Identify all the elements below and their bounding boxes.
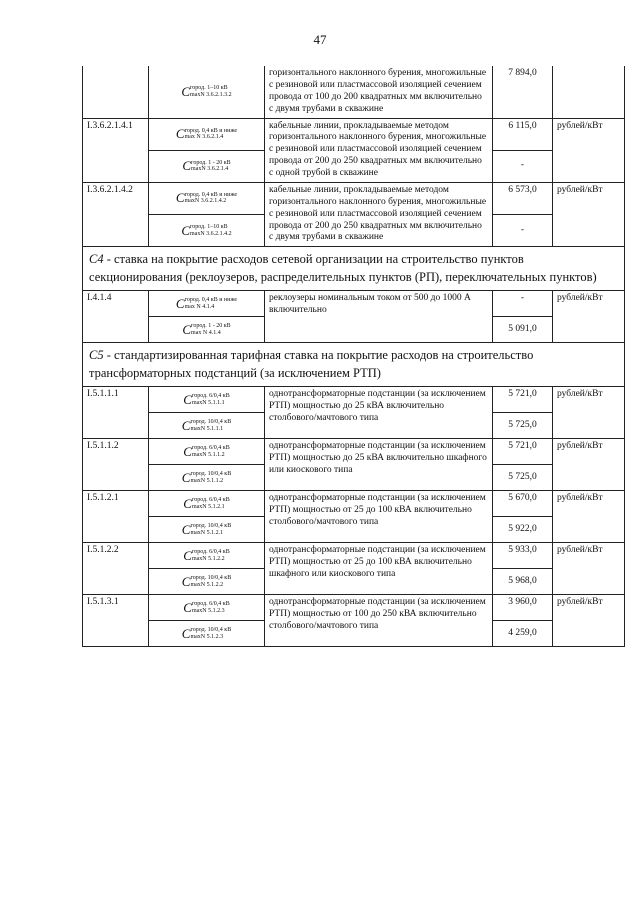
symbol-letter: C xyxy=(181,417,191,433)
symbol-cell xyxy=(149,291,265,317)
symbol-subscript: max N 4.1.4 xyxy=(184,303,215,310)
rate-value: 7 894,0 xyxy=(493,66,553,118)
symbol-superscript: город. 10/0,4 кВ xyxy=(190,471,232,478)
rate-value: 5 725,0 xyxy=(493,413,553,439)
symbol-subscript: maxN 3.6.2.1.4.2 xyxy=(190,230,232,237)
symbol-letter: C xyxy=(183,547,192,563)
rate-value: 5 968,0 xyxy=(493,569,553,595)
symbol-letter: C xyxy=(183,391,192,407)
symbol-superscript: город. 1 - 20 кВ xyxy=(191,323,231,330)
rate-unit: рублей/кВт xyxy=(553,387,625,439)
symbol-cell xyxy=(149,465,265,491)
rate-value: 3 960,0 xyxy=(493,595,553,621)
symbol-subscript: maxN 5.1.1.2 xyxy=(191,451,225,458)
row-description: горизонтального наклонного бурения, многожильные с резиновой или пластмассовой изоляцией сечением провода от 100 до 200 квадратных мм включительно с двумя трубами в скважине xyxy=(265,66,493,118)
symbol-cell xyxy=(149,118,265,150)
symbol-letter: C xyxy=(181,625,191,641)
symbol-superscript: город. 1–10 кВ xyxy=(190,224,228,231)
row-description: однотрансформаторные подстанции (за исключением РТП) мощностью до 25 кВА включительно шкафного или киоскового типа xyxy=(265,439,493,491)
tariff-symbol xyxy=(176,296,237,312)
row-code: I.5.1.3.1 xyxy=(83,595,149,647)
rate-unit: рублей/кВт xyxy=(553,491,625,543)
symbol-cell xyxy=(149,621,265,647)
symbol-subscript: max N 3.6.2.1.4 xyxy=(184,134,224,141)
tariff-symbol xyxy=(182,626,231,642)
table-row xyxy=(83,491,625,517)
rate-unit: рублей/кВт xyxy=(553,118,625,182)
symbol-superscript: город. 1 - 20 кВ xyxy=(191,159,231,166)
section-rate-symbol: С5 xyxy=(89,348,104,363)
row-code: I.5.1.2.2 xyxy=(83,543,149,595)
rate-value: 5 721,0 xyxy=(493,387,553,413)
symbol-subscript: maxN 5.1.1.1 xyxy=(190,425,224,432)
symbol-letter: C xyxy=(175,190,185,206)
table-row xyxy=(83,66,625,118)
section-header-row xyxy=(83,343,625,387)
symbol-superscript: город. 0,4 кВ и ниже xyxy=(184,192,238,199)
symbol-cell xyxy=(149,182,265,214)
row-code: I.3.6.2.1.4.2 xyxy=(83,182,149,246)
symbol-scripts xyxy=(192,601,230,614)
symbol-letter: C xyxy=(181,573,191,589)
rate-unit: рублей/кВт xyxy=(553,182,625,246)
symbol-cell xyxy=(149,517,265,543)
rate-value: 5 670,0 xyxy=(493,491,553,517)
rate-value: 6 115,0 xyxy=(493,118,553,150)
table-row xyxy=(83,543,625,569)
rate-value: 6 573,0 xyxy=(493,182,553,214)
symbol-subscript: maxN 3.6.2.1.4 xyxy=(191,166,229,173)
symbol-letter: C xyxy=(181,469,191,485)
symbol-letter: C xyxy=(181,222,190,238)
rate-unit: рублей/кВт xyxy=(553,595,625,647)
rate-value: - xyxy=(493,215,553,247)
rate-value: - xyxy=(493,291,553,317)
symbol-subscript: max N 4.1.4 xyxy=(191,329,221,336)
symbol-subscript: maxN 5.1.1.2 xyxy=(190,477,224,484)
symbol-scripts xyxy=(191,323,231,336)
row-description: однотрансформаторные подстанции (за исключением РТП) мощностью до 25 кВА включительно столбового/мачтового типа xyxy=(265,387,493,439)
tariff-symbol xyxy=(183,548,229,564)
table-row xyxy=(83,439,625,465)
row-description: кабельные линии, прокладываемые методом горизонтального наклонного бурения, многожильные с резиновой или пластмассовой изоляцией сечением провода от 200 до 250 квадратных мм включительно с двумя трубами в скважине xyxy=(265,182,493,246)
row-description: кабельные линии, прокладываемые методом горизонтального наклонного бурения, многожильные с резиновой или пластмассовой изоляцией сечением провода от 200 до 250 квадратных мм включительно с одной трубой в скважине xyxy=(265,118,493,182)
symbol-superscript: город. 6/0,4 кВ xyxy=(191,497,230,504)
table-row xyxy=(83,118,625,150)
tariff-symbol xyxy=(183,496,229,512)
section-rate-symbol: С4 xyxy=(89,252,104,267)
row-description: однотрансформаторные подстанции (за исключением РТП) мощностью от 25 до 100 кВА включительно шкафного или киоскового типа xyxy=(265,543,493,595)
symbol-cell xyxy=(149,150,265,182)
symbol-scripts xyxy=(185,297,237,310)
rate-value: 5 922,0 xyxy=(493,517,553,543)
symbol-superscript: город. 10/0,4 кВ xyxy=(190,575,232,582)
symbol-scripts xyxy=(192,549,230,562)
tariff-symbol xyxy=(182,574,231,590)
tariff-symbol xyxy=(181,84,231,100)
row-code: I.5.1.1.2 xyxy=(83,439,149,491)
symbol-letter: C xyxy=(183,443,192,459)
symbol-superscript: город. 6/0,4 кВ xyxy=(191,601,230,608)
rate-value: 5 091,0 xyxy=(493,317,553,343)
row-description: реклоузеры номинальным током от 500 до 1000 А включительно xyxy=(265,291,493,343)
row-code: I.5.1.1.1 xyxy=(83,387,149,439)
rate-value: 4 259,0 xyxy=(493,621,553,647)
symbol-cell xyxy=(149,543,265,569)
rate-value: 5 725,0 xyxy=(493,465,553,491)
symbol-scripts xyxy=(190,575,231,588)
symbol-letter: C xyxy=(183,495,192,511)
symbol-superscript: город. 10/0,4 кВ xyxy=(190,419,232,426)
symbol-superscript: город. 0,4 кВ и ниже xyxy=(184,127,238,134)
symbol-letter: C xyxy=(183,599,192,615)
rate-unit xyxy=(553,66,625,118)
symbol-superscript: город. 6/0,4 кВ xyxy=(191,549,230,556)
section-header xyxy=(83,343,625,387)
row-code: I.4.1.4 xyxy=(83,291,149,343)
symbol-cell xyxy=(149,387,265,413)
tariff-table-body xyxy=(83,66,625,647)
symbol-scripts xyxy=(192,445,230,458)
tariff-symbol xyxy=(176,190,237,206)
symbol-subscript: maxN 5.1.2.3 xyxy=(191,607,225,614)
symbol-scripts xyxy=(190,523,231,536)
table-row xyxy=(83,182,625,214)
rate-value: 5 721,0 xyxy=(493,439,553,465)
symbol-cell xyxy=(149,569,265,595)
row-code xyxy=(83,66,149,118)
symbol-superscript: город. 6/0,4 кВ xyxy=(191,445,230,452)
symbol-letter: C xyxy=(175,125,185,141)
symbol-cell xyxy=(149,215,265,247)
symbol-scripts xyxy=(192,497,230,510)
symbol-cell xyxy=(149,595,265,621)
symbol-scripts xyxy=(192,393,230,406)
symbol-cell xyxy=(149,439,265,465)
symbol-scripts xyxy=(190,627,231,640)
symbol-scripts xyxy=(185,128,237,141)
section-header-row xyxy=(83,247,625,291)
tariff-symbol xyxy=(183,392,229,408)
rate-value: 5 933,0 xyxy=(493,543,553,569)
symbol-superscript: город. 10/0,4 кВ xyxy=(190,627,232,634)
rate-value: - xyxy=(493,150,553,182)
symbol-subscript: maxN 5.1.2.1 xyxy=(191,503,225,510)
symbol-scripts xyxy=(190,224,232,237)
tariff-symbol xyxy=(182,522,231,538)
symbol-scripts xyxy=(190,471,231,484)
tariff-symbol xyxy=(182,470,231,486)
symbol-letter: C xyxy=(182,321,192,337)
tariff-symbol xyxy=(182,322,230,338)
tariff-symbol xyxy=(176,126,237,142)
rate-unit: рублей/кВт xyxy=(553,543,625,595)
symbol-superscript: город. 6/0,4 кВ xyxy=(191,393,230,400)
row-description: однотрансформаторные подстанции (за исключением РТП) мощностью от 25 до 100 кВА включительно столбового/мачтового типа xyxy=(265,491,493,543)
symbol-cell xyxy=(149,413,265,439)
row-description: однотрансформаторные подстанции (за исключением РТП) мощностью от 100 до 250 кВА включительно столбового/мачтового типа xyxy=(265,595,493,647)
symbol-cell xyxy=(149,491,265,517)
symbol-subscript: maxN 5.1.1.1 xyxy=(191,399,225,406)
tariff-symbol xyxy=(181,223,231,239)
symbol-cell xyxy=(149,66,265,118)
symbol-scripts xyxy=(190,85,232,98)
row-code: I.3.6.2.1.4.1 xyxy=(83,118,149,182)
symbol-subscript: maxN 5.1.2.2 xyxy=(190,581,224,588)
rate-unit: рублей/кВт xyxy=(553,291,625,343)
row-code: I.5.1.2.1 xyxy=(83,491,149,543)
symbol-superscript: город. 0,4 кВ и ниже xyxy=(184,297,238,304)
tariff-table xyxy=(82,66,625,647)
symbol-letter: C xyxy=(181,521,191,537)
symbol-scripts xyxy=(190,419,231,432)
section-title: - ставка на покрытие расходов сетевой организации на строительство пунктов секционирования (реклоузеров, распределительных пунктов (РП), переключательных пунктов) xyxy=(89,252,597,284)
symbol-subscript: maxN 5.1.2.3 xyxy=(190,633,224,640)
table-row xyxy=(83,595,625,621)
symbol-subscript: maxN 3.6.2.1.3.2 xyxy=(190,91,232,98)
tariff-symbol xyxy=(183,444,229,460)
symbol-subscript: maxN 3.6.2.1.4.2 xyxy=(184,198,227,205)
symbol-letter: C xyxy=(181,83,190,99)
tariff-symbol xyxy=(182,418,231,434)
symbol-letter: C xyxy=(175,295,185,311)
table-row xyxy=(83,291,625,317)
symbol-superscript: город. 1–10 кВ xyxy=(190,85,228,92)
symbol-scripts xyxy=(185,192,237,205)
section-title: - стандартизированная тарифная ставка на покрытие расходов на строительство трансформаторных подстанций (за исключением РТП) xyxy=(89,348,534,380)
tariff-symbol xyxy=(182,158,230,174)
symbol-letter: C xyxy=(182,158,192,174)
symbol-cell xyxy=(149,317,265,343)
tariff-symbol xyxy=(183,600,229,616)
table-row xyxy=(83,387,625,413)
page-number: 47 xyxy=(313,32,327,47)
symbol-superscript: город. 10/0,4 кВ xyxy=(190,523,232,530)
section-header xyxy=(83,247,625,291)
symbol-scripts xyxy=(191,160,231,173)
symbol-subscript: maxN 5.1.2.1 xyxy=(190,529,224,536)
symbol-subscript: maxN 5.1.2.2 xyxy=(191,555,225,562)
rate-unit: рублей/кВт xyxy=(553,439,625,491)
